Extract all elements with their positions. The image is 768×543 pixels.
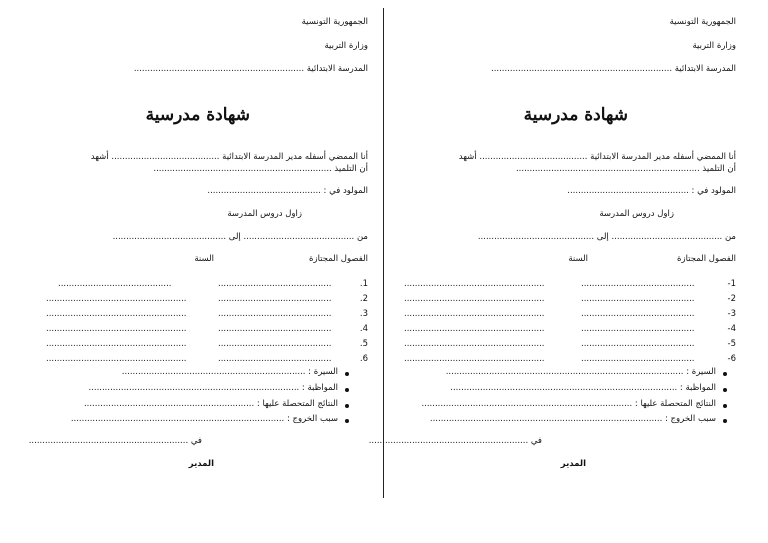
results-field: النتائج المتحصلة عليها : .............................................................................. [421, 399, 716, 409]
row-number: 2. [359, 294, 368, 304]
student-field: أن التلميذ .................................................................... [515, 164, 736, 174]
class-field: .......................................... [218, 339, 332, 349]
place-date-field: في ........................................................... [28, 436, 202, 446]
page-title: شهادة مدرسية [523, 105, 628, 125]
year-field: .................................................... [404, 354, 545, 364]
year-column-header: السنة [568, 254, 588, 264]
row-number: 6. [359, 354, 368, 364]
class-field: .......................................... [218, 324, 332, 334]
year-field: .................................................... [46, 294, 187, 304]
year-field: .................................................... [404, 279, 545, 289]
attended-label: زاول دروس المدرسة [227, 209, 302, 219]
class-field: .......................................... [581, 279, 695, 289]
school-field: المدرسة الابتدائية ................................................................... [491, 64, 736, 74]
from-to-field: من ......................................... إلى ........................................... [477, 232, 736, 242]
class-field: .......................................... [218, 279, 332, 289]
leaving-reason-field: سبب الخروج : ............................................................................... [70, 414, 338, 424]
birth-field: المولود في : .......................................... [207, 186, 368, 196]
student-field: أن التلميذ .................................................................. [153, 164, 368, 174]
attended-label: زاول دروس المدرسة [599, 209, 674, 219]
certificate-left [0, 0, 382, 543]
results-field: النتائج المتحصلة عليها : ............................................................... [83, 399, 338, 409]
conduct-field: السيرة : .................................................................... [121, 367, 338, 377]
row-number: 6- [727, 354, 736, 364]
year-field: .................................................... [46, 324, 187, 334]
bullet-icon [723, 404, 727, 408]
year-column-header: السنة [194, 254, 214, 264]
row-number: 5. [359, 339, 368, 349]
director-label: المدير [188, 459, 214, 469]
bullet-icon [723, 388, 727, 392]
attendance-field: المواظبة : .................................................................................... [450, 383, 716, 393]
year-field: .................................................... [46, 354, 187, 364]
year-field: .................................................... [46, 309, 187, 319]
year-field: .................................................... [404, 294, 545, 304]
conduct-field: السيرة : ........................................................................................ [445, 367, 716, 377]
bullet-icon [345, 404, 349, 408]
director-label: المدير [560, 459, 586, 469]
ministry-heading: وزارة التربية [324, 41, 368, 51]
republic-heading: الجمهورية التونسية [301, 17, 368, 27]
leaving-reason-field: سبب الخروج : ...................................................................................... [429, 414, 716, 424]
school-field: المدرسة الابتدائية ............................................................... [133, 64, 368, 74]
row-number: 5- [727, 339, 736, 349]
class-field: .......................................... [218, 354, 332, 364]
bullet-icon [723, 419, 727, 423]
class-field: .......................................... [581, 324, 695, 334]
ministry-heading: وزارة التربية [692, 41, 736, 51]
year-field: .................................................... [404, 309, 545, 319]
bullet-icon [345, 388, 349, 392]
bullet-icon [345, 372, 349, 376]
class-field: .......................................... [218, 309, 332, 319]
class-field: .......................................... [218, 294, 332, 304]
row-number: 2- [727, 294, 736, 304]
bullet-icon [345, 419, 349, 423]
row-number: 1- [727, 279, 736, 289]
classes-column-header: الفصول المجتازة [677, 254, 736, 264]
row-number: 4- [727, 324, 736, 334]
page-divider [383, 8, 384, 498]
page-title: شهادة مدرسية [145, 105, 250, 125]
from-to-field: من ......................................... إلى .......................................... [112, 232, 368, 242]
bullet-icon [723, 372, 727, 376]
year-field: .................................................... [404, 324, 545, 334]
year-field: .................................................... [46, 339, 187, 349]
certificate-right [368, 0, 768, 543]
year-field: .......................................... [58, 279, 172, 289]
row-number: 1. [359, 279, 368, 289]
birth-field: المولود في : ............................................. [567, 186, 736, 196]
class-field: .......................................... [581, 294, 695, 304]
class-field: .......................................... [581, 339, 695, 349]
classes-column-header: الفصول المجتازة [309, 254, 368, 264]
row-number: 4. [359, 324, 368, 334]
row-number: 3. [359, 309, 368, 319]
class-field: .......................................... [581, 354, 695, 364]
certify-line: أنا الممضي أسفله مدير المدرسة الابتدائية ........................................ أشهد [458, 152, 736, 162]
row-number: 3- [727, 309, 736, 319]
year-field: .................................................... [404, 339, 545, 349]
attendance-field: المواظبة : .............................................................................. [88, 383, 338, 393]
class-field: .......................................... [581, 309, 695, 319]
place-date-field: في ........................................................... [368, 436, 542, 446]
republic-heading: الجمهورية التونسية [669, 17, 736, 27]
certify-line: أنا الممضي أسفله مدير المدرسة الابتدائية ........................................ أشهد [90, 152, 368, 162]
